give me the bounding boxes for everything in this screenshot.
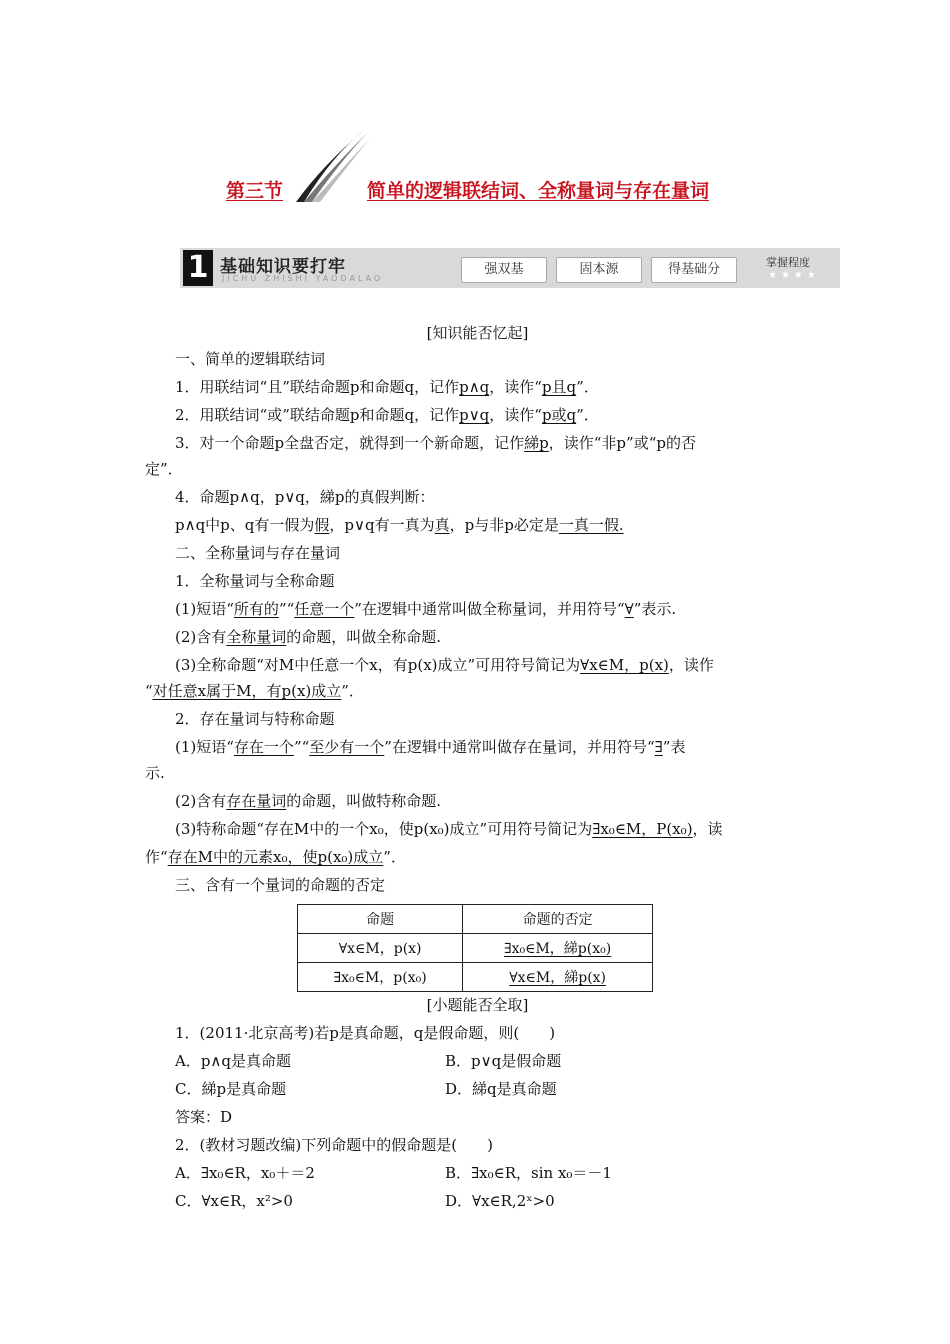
- s2-1a: (1)短语“所有的”“任意一个”在逻辑中通常叫做全称量词，并用符号“∀”表示.: [175, 600, 677, 618]
- s1-item4-detail: p∧q中p、q有一假为假，p∨q有一真为真，p与非p必定是一真一假.: [175, 516, 624, 534]
- banner-pill-1: 强双基: [461, 257, 547, 283]
- s1-item3-cont: 定”．: [145, 460, 183, 478]
- q1-answer: 答案：D: [175, 1108, 233, 1126]
- q1-option-b: B．p∨q是假命题: [445, 1052, 562, 1070]
- s2-2c-cont: 作“存在M中的元素x₀，使p(x₀)成立”．: [145, 848, 406, 866]
- table-cell: ∃x₀∈M，綈p(x₀): [463, 934, 653, 963]
- banner-subtitle: JICHU ZHISHI YAODALAO: [222, 274, 384, 283]
- q2-option-a: A．∃x₀∈R，x₀＋＝2: [175, 1164, 315, 1182]
- s2-sub1: 1．全称量词与全称命题: [175, 572, 335, 590]
- page-title: [0, 176, 950, 206]
- s2-2c: (3)特称命题“存在M中的一个x₀，使p(x₀)成立”可用符号简记为∃x₀∈M，P(x₀)，读: [175, 820, 723, 838]
- q1-option-c: C．綈p是真命题: [175, 1080, 287, 1098]
- section1-heading: 一、简单的逻辑联结词: [175, 350, 326, 368]
- s1-item3: 3．对一个命题p全盘否定，就得到一个新命题，记作綈p，读作“非p”或“p的否: [175, 434, 696, 452]
- section-number: 第三节: [226, 180, 284, 202]
- s1-item1: 1．用联结词“且”联结命题p和命题q，记作p∧q，读作“p且q”．: [175, 378, 599, 396]
- q2-options-row1: [145, 1162, 840, 1184]
- s2-1c: (3)全称命题“对M中任意一个x，有p(x)成立”可用符号简记为∀x∈M，p(x)，读作: [175, 656, 714, 674]
- table-cell: ∀x∈M，p(x): [298, 934, 463, 963]
- banner-number: 1: [183, 250, 213, 286]
- table-row: [298, 934, 653, 963]
- q2-option-b: B．∃x₀∈R，sin x₀＝－1: [445, 1164, 612, 1182]
- s2-1c-cont: “对任意x属于M，有p(x)成立”．: [145, 682, 364, 700]
- question-1: 1．(2011·北京高考)若p是真命题，q是假命题，则( ): [175, 1024, 556, 1042]
- q1-options-row1: [145, 1050, 840, 1072]
- s2-sub2: 2．存在量词与特称命题: [175, 710, 335, 728]
- table-header-proposition: 命题: [298, 905, 463, 934]
- banner-title: 基础知识要打牢: [220, 257, 346, 277]
- q2-options-row2: [145, 1190, 840, 1212]
- negation-table: [297, 904, 653, 992]
- banner-pill-2: 固本源: [556, 257, 642, 283]
- q1-option-a: A．p∧q是真命题: [175, 1052, 292, 1070]
- section3-heading: 三、含有一个量词的命题的否定: [175, 876, 386, 894]
- s2-1b: (2)含有全称量词的命题，叫做全称命题.: [175, 628, 442, 646]
- section-topic: 简单的逻辑联结词、全称量词与存在量词: [367, 180, 710, 202]
- banner-pill-3: 得基础分: [651, 257, 737, 283]
- table-row: [298, 905, 653, 934]
- s1-item2: 2．用联结词“或”联结命题p和命题q，记作p∨q，读作“p或q”．: [175, 406, 599, 424]
- q1-options-row2: [145, 1078, 840, 1100]
- question-2: 2．(教材习题改编)下列命题中的假命题是( ): [175, 1136, 493, 1154]
- section-banner: [180, 248, 840, 288]
- q2-option-d: D．∀x∈R,2ˣ>0: [445, 1192, 555, 1210]
- recall-heading: [知识能否忆起]: [426, 324, 529, 342]
- table-cell: ∀x∈M，綈p(x): [463, 963, 653, 992]
- s2-2a-cont: 示.: [145, 764, 165, 782]
- s1-item4: 4．命题p∧q，p∨q，綈p的真假判断：: [175, 488, 435, 506]
- mastery-label: 掌握程度: [766, 256, 810, 269]
- table-cell: ∃x₀∈M，p(x₀): [298, 963, 463, 992]
- mastery-stars: ★★★★: [768, 270, 820, 281]
- section2-heading: 二、全称量词与存在量词: [175, 544, 341, 562]
- quiz-heading: [小题能否全取]: [426, 996, 529, 1014]
- q1-option-d: D．綈q是真命题: [445, 1080, 557, 1098]
- table-row: [298, 963, 653, 992]
- table-header-negation: 命题的否定: [463, 905, 653, 934]
- q2-option-c: C．∀x∈R，x²>0: [175, 1192, 293, 1210]
- s2-2b: (2)含有存在量词的命题，叫做特称命题.: [175, 792, 442, 810]
- s2-2a: (1)短语“存在一个”“至少有一个”在逻辑中通常叫做存在量词，并用符号“∃”表: [175, 738, 686, 756]
